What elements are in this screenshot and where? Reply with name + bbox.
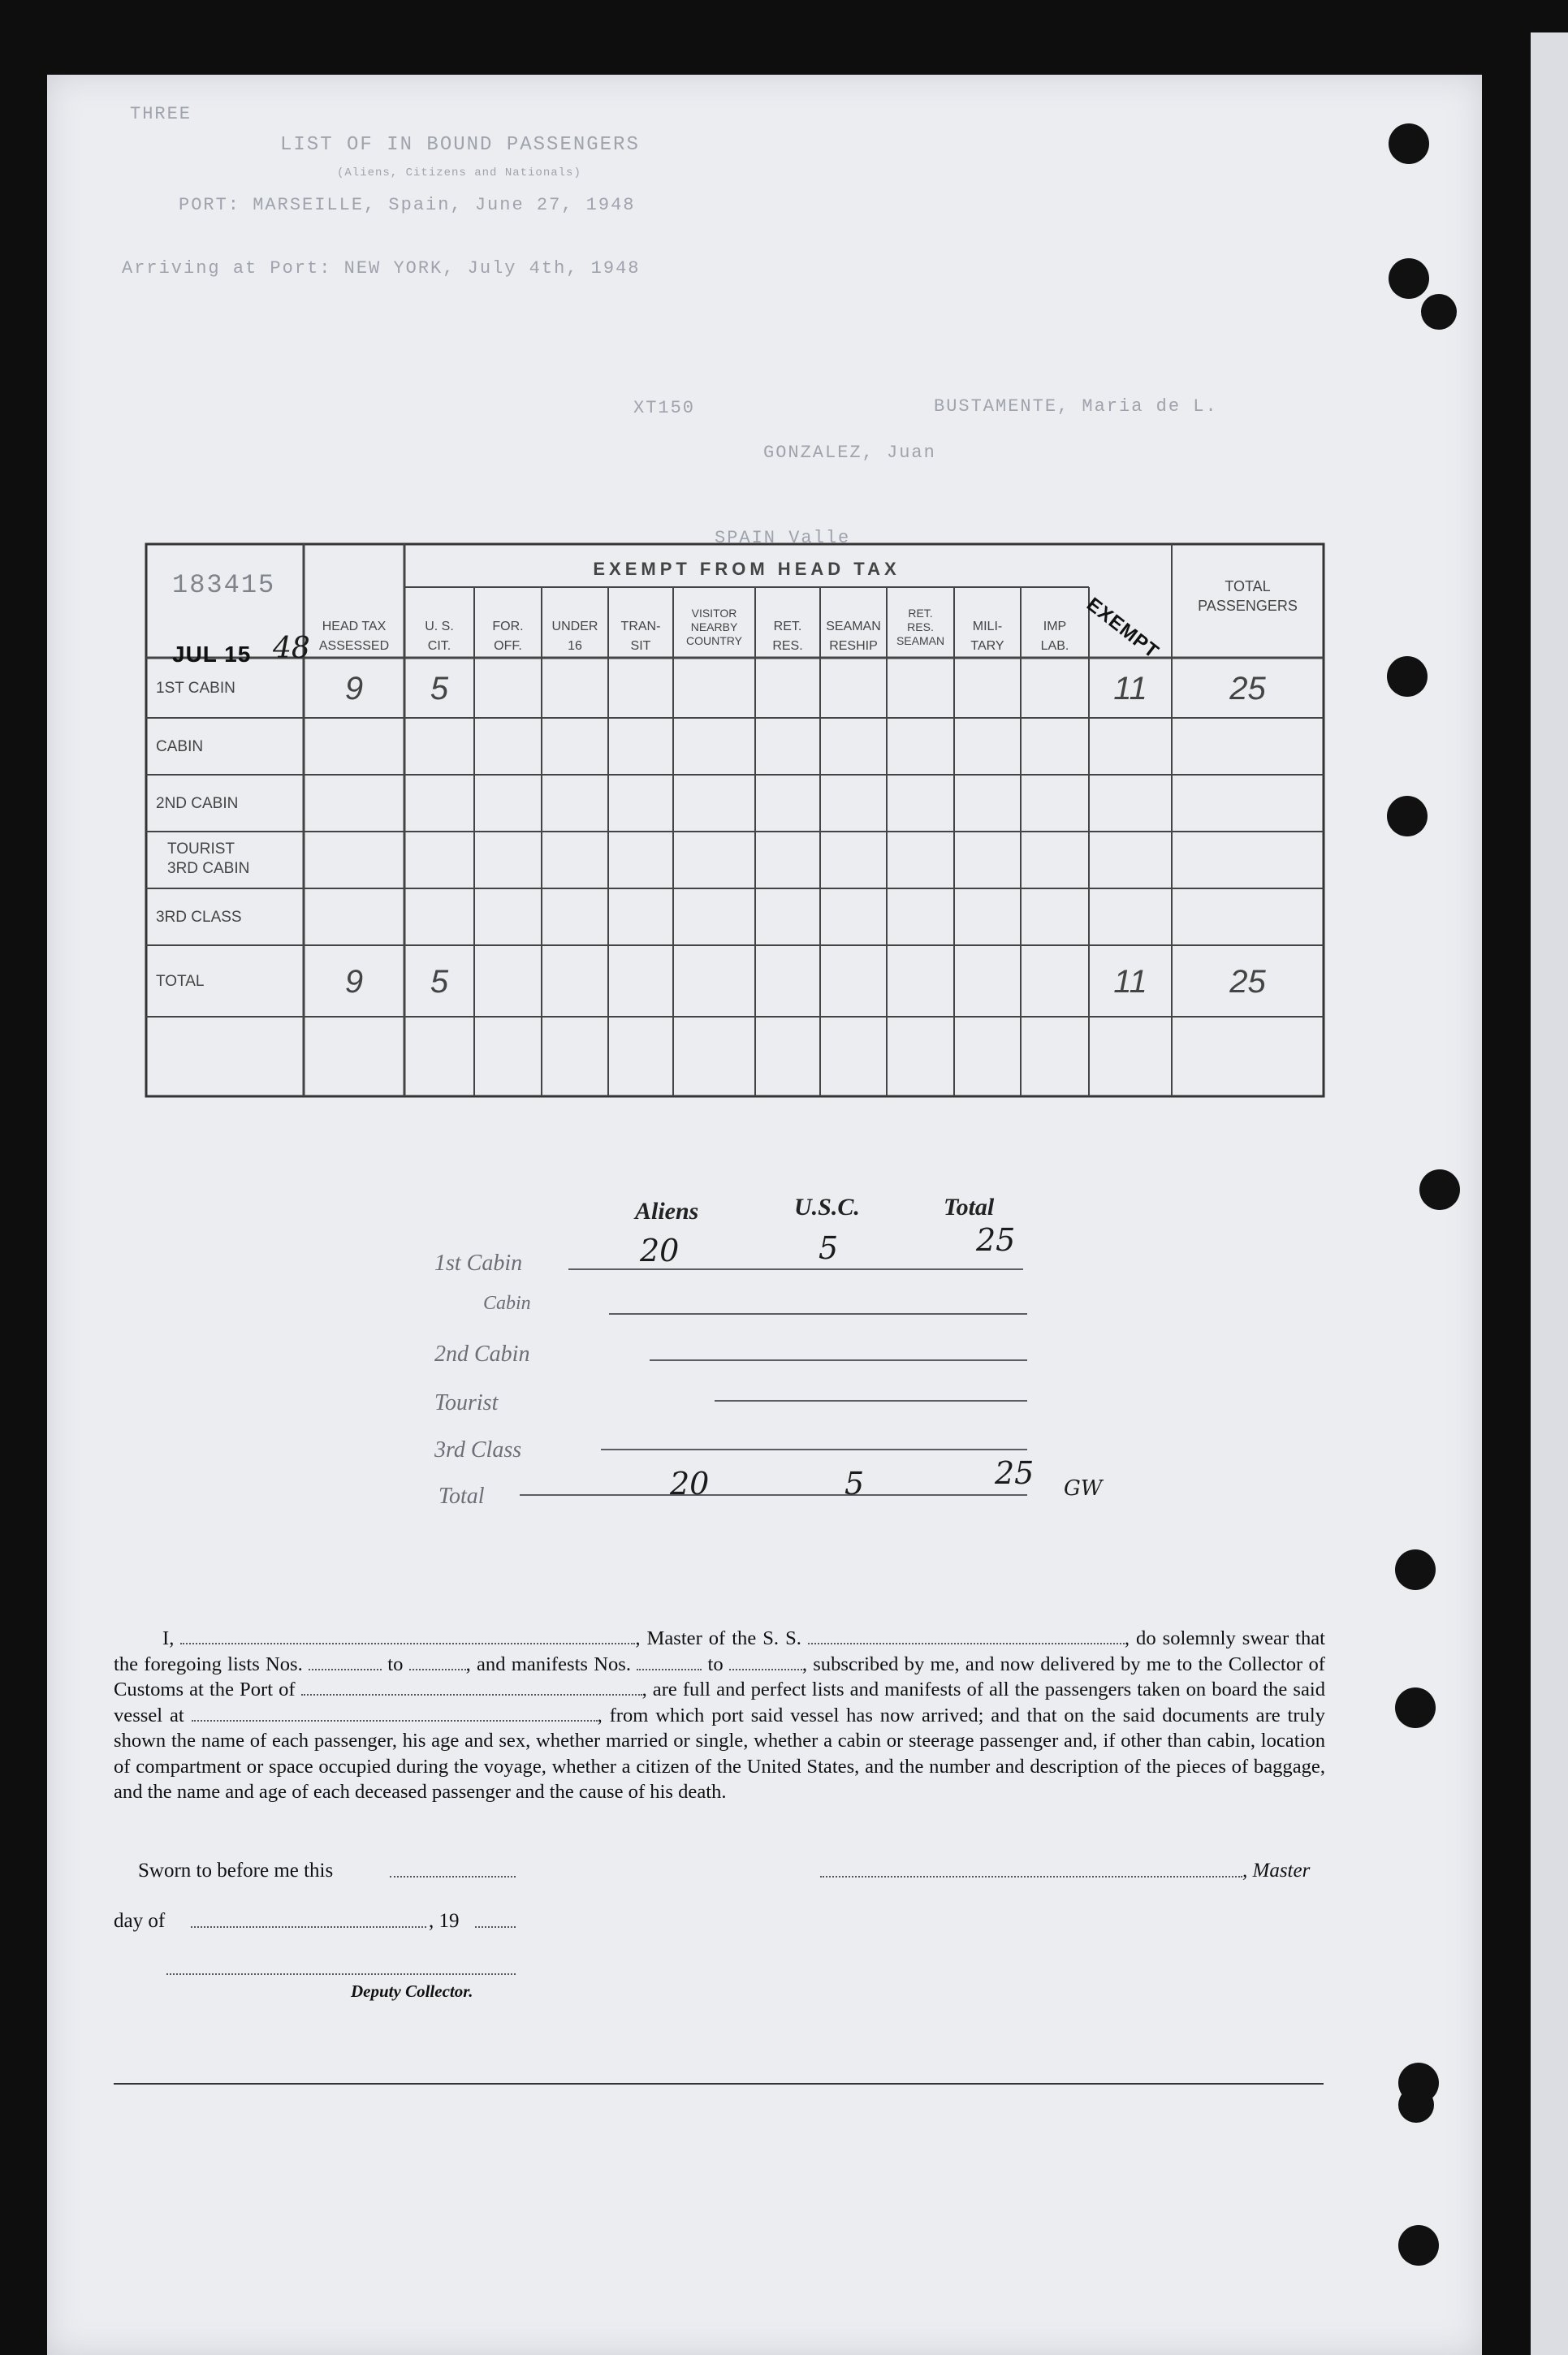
- column-header: RESHIP: [829, 639, 878, 653]
- column-header: IMP: [1043, 620, 1067, 633]
- summary-row-label: Cabin: [483, 1293, 531, 1314]
- cell-value: 5: [430, 964, 449, 1000]
- column-header: FOR.: [492, 620, 524, 633]
- column-header: RES.: [907, 620, 934, 633]
- row-label: 2ND CABIN: [156, 795, 239, 812]
- column-header: PASSENGERS: [1198, 598, 1298, 614]
- cell-value: 11: [1113, 964, 1147, 1000]
- faint-header-line: LIST OF IN BOUND PASSENGERS: [280, 134, 640, 156]
- summary-row-label: Total: [438, 1484, 485, 1509]
- column-header: VISITOR: [691, 607, 737, 620]
- summary-value: 20: [640, 1233, 680, 1268]
- summary-row-label: 3rd Class: [434, 1437, 522, 1463]
- summary-value: 20: [670, 1466, 710, 1502]
- row-label: TOTAL: [156, 973, 205, 990]
- cell-value: 5: [430, 671, 449, 706]
- column-header: U. S.: [425, 620, 454, 633]
- column-header: ASSESSED: [318, 639, 390, 653]
- column-header: OFF.: [494, 639, 522, 653]
- faint-header-line: GONZALEZ, Juan: [763, 443, 936, 463]
- faint-header-line: (Aliens, Citizens and Nationals): [337, 166, 581, 179]
- summary-row-label: Tourist: [434, 1390, 499, 1415]
- row-label: 1ST CABIN: [156, 680, 235, 697]
- column-header: MILI-: [972, 620, 1003, 633]
- row-label: TOURIST: [167, 840, 235, 858]
- cell-value: 9: [344, 964, 364, 1000]
- day-of-label: day of: [114, 1910, 166, 1932]
- row-label: 3RD CLASS: [156, 909, 242, 926]
- summary-row-label: 2nd Cabin: [434, 1342, 530, 1367]
- deputy-collector-label: Deputy Collector.: [351, 1981, 473, 2001]
- column-header: TOTAL: [1225, 578, 1271, 594]
- cell-value: 25: [1229, 671, 1266, 706]
- summary-value: 5: [819, 1230, 839, 1266]
- bottom-rule: [114, 2083, 1324, 2085]
- column-header: SEAMAN: [826, 620, 881, 633]
- exempt-stamp: EXEMPT: [1082, 593, 1164, 663]
- column-header: TARY: [970, 639, 1004, 653]
- faint-header-line: XT150: [633, 398, 696, 418]
- year-label: , 19: [429, 1910, 460, 1932]
- oath-paragraph: I, , Master of the S. S. , do solemnly swear that the foregoing lists Nos. to , and manifests Nos. to , subscribed by me, and now delivered by me to the Collector of Customs at the Port of , are full and perfect lists and manifests of all the passengers taken on board the said vessel at , from which port said vessel has now arrived; and that on the said documents are truly shown the name of each passenger, his age and sex, whether married or single, whether a cabin or steerage passenger and, if other than cabin, location of compartment or space occupied during the voyage, whether a citizen of the United States, and the number and description of the pieces of baggage, and the name and age of each deceased passenger and the cause of his death.: [114, 1627, 1326, 1803]
- column-header: COUNTRY: [686, 634, 742, 647]
- column-header: UNDER: [551, 620, 598, 633]
- column-header: TRAN-: [620, 620, 661, 633]
- summary-initials: GW: [1064, 1476, 1103, 1501]
- summary-value: 25: [995, 1455, 1035, 1491]
- stamp-number: 183415: [172, 570, 276, 600]
- column-header: LAB.: [1040, 639, 1069, 653]
- column-header: SEAMAN: [896, 634, 945, 647]
- column-header: CIT.: [427, 639, 451, 653]
- master-label: , Master: [1242, 1860, 1311, 1882]
- cell-value: 25: [1229, 964, 1266, 1000]
- column-header: NEARBY: [690, 620, 738, 633]
- column-header: SIT: [630, 639, 651, 653]
- cell-value: 9: [344, 671, 364, 706]
- summary-header: Aliens: [635, 1198, 699, 1225]
- column-header: RES.: [772, 639, 803, 653]
- faint-header-line: THREE: [130, 104, 192, 124]
- next-page-edge: [1531, 32, 1568, 2355]
- faint-header-line: Arriving at Port: NEW YORK, July 4th, 1948: [122, 258, 641, 279]
- row-label: CABIN: [156, 738, 204, 755]
- exempt-header: EXEMPT FROM HEAD TAX: [593, 559, 901, 579]
- sworn-label: Sworn to before me this: [138, 1860, 334, 1882]
- faint-header-line: PORT: MARSEILLE, Spain, June 27, 1948: [179, 195, 636, 215]
- stamp-date-mark: 48: [273, 632, 310, 665]
- summary-header: Total: [944, 1194, 995, 1221]
- column-header: 16: [568, 639, 582, 653]
- column-header: RET.: [908, 607, 933, 620]
- faint-header-line: BUSTAMENTE, Maria de L.: [934, 396, 1218, 417]
- manifest-page: [47, 75, 1482, 2355]
- summary-header: U.S.C.: [794, 1194, 860, 1221]
- stamp-date: JUL 15: [172, 642, 252, 667]
- summary-value: 25: [976, 1222, 1016, 1258]
- cell-value: 11: [1113, 671, 1147, 706]
- summary-value: 5: [844, 1466, 865, 1502]
- row-label: 3RD CABIN: [167, 860, 250, 877]
- faint-header-line: SPAIN Valle: [715, 528, 851, 548]
- column-header: HEAD TAX: [322, 620, 387, 633]
- head-tax-table: [145, 542, 1330, 1111]
- column-header: RET.: [773, 620, 802, 633]
- summary-row-label: 1st Cabin: [434, 1251, 523, 1276]
